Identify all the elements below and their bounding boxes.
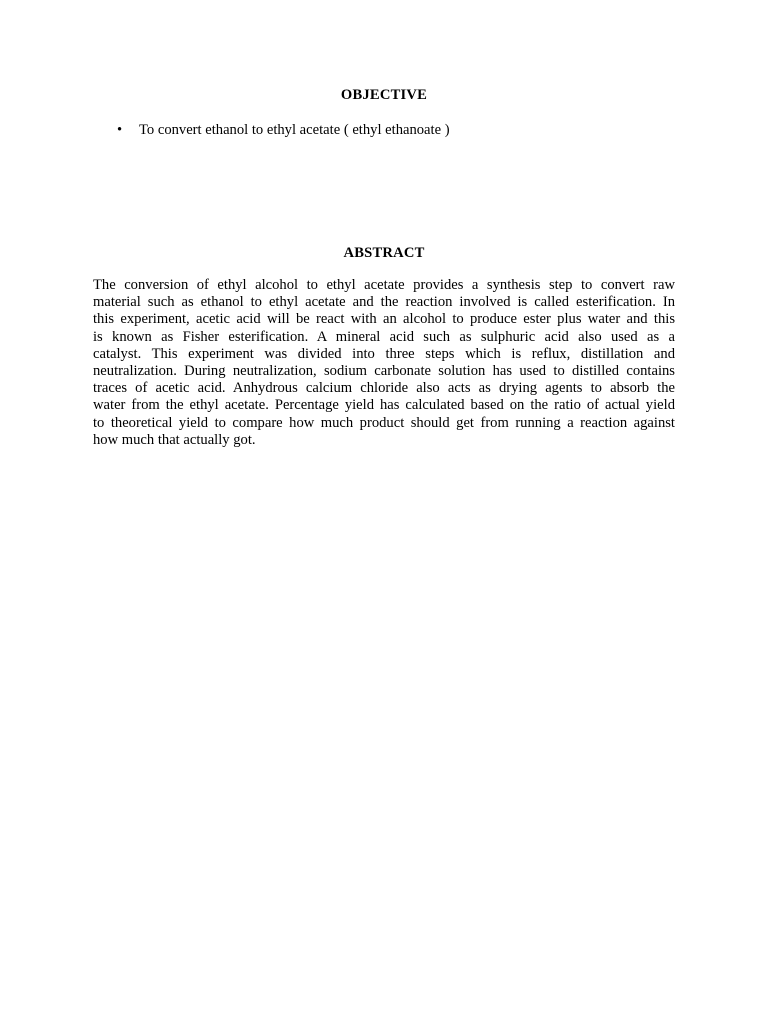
abstract-line: is known as Fisher esterification. A mineral acid such as sulphuric acid also used as a xyxy=(93,328,675,345)
abstract-line: traces of acetic acid. Anhydrous calcium chloride also acts as drying agents to absorb the xyxy=(93,380,675,397)
abstract-heading: ABSTRACT xyxy=(343,245,425,261)
objective-text: To convert ethanol to ethyl acetate ( ethyl ethanoate ) xyxy=(139,122,450,138)
abstract-line: how much that actually got. xyxy=(93,431,256,448)
bullet-icon: • xyxy=(117,122,123,138)
objective-heading: OBJECTIVE xyxy=(340,87,428,103)
abstract-line: this experiment, acetic acid will be react with an alcohol to produce ester plus water and this xyxy=(93,311,675,328)
abstract-line: water from the ethyl acetate. Percentage yield has calculated based on the ratio of actual yield xyxy=(93,397,675,414)
abstract-line: catalyst. This experiment was divided into three steps which is reflux, distillation and xyxy=(93,345,675,362)
abstract-line: to theoretical yield to compare how much product should get from running a reaction against xyxy=(93,414,675,431)
abstract-line: The conversion of ethyl alcohol to ethyl acetate provides a synthesis step to convert raw xyxy=(93,277,675,293)
abstract-line: material such as ethanol to ethyl acetate and the reaction involved is called esterification. In xyxy=(93,294,675,311)
abstract-paragraph xyxy=(93,277,675,449)
abstract-line: neutralization. During neutralization, sodium carbonate solution has used to distilled contains xyxy=(93,362,675,379)
